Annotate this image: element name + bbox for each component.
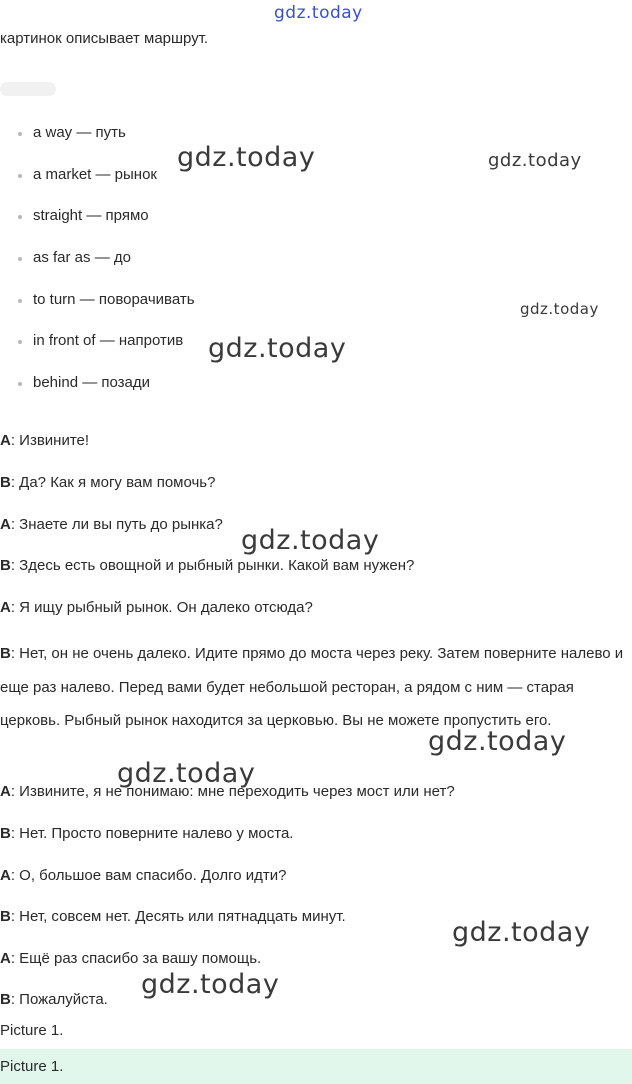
dialogue-paragraph: [0, 637, 625, 738]
speaker-label: B: [0, 908, 11, 925]
bullet-icon: [18, 174, 22, 178]
watermark-logo: gdz.today: [274, 3, 363, 23]
speaker-label: A: [0, 432, 11, 449]
dialogue-line: [0, 825, 293, 842]
speaker-label: A: [0, 950, 11, 967]
watermark: gdz.today: [241, 525, 380, 556]
list-item: [0, 196, 195, 238]
bullet-icon: [18, 257, 22, 261]
vocab-text: straight — прямо: [33, 207, 149, 225]
dialogue-text: : Извините!: [10, 432, 90, 449]
speaker-label: B: [0, 557, 11, 574]
bullet-icon: [18, 340, 22, 344]
picture-caption-text: Picture 1.: [0, 1058, 64, 1075]
vocab-text: to turn — поворачивать: [33, 290, 195, 308]
picture-caption-highlighted[interactable]: [0, 1049, 632, 1084]
watermark: gdz.today: [208, 333, 347, 364]
bullet-icon: [18, 382, 22, 386]
dialogue-text: : Извините, я не понимаю: мне переходить через мост или нет?: [10, 783, 455, 800]
watermark: gdz.today: [141, 969, 280, 1000]
dialogue-line: [0, 599, 313, 616]
dialogue-text: : Знаете ли вы путь до рынка?: [10, 516, 223, 533]
speaker-label: A: [0, 516, 11, 533]
dialogue-line: [0, 867, 286, 884]
bullet-icon: [18, 132, 22, 136]
intro-text: картинок описывает маршрут.: [0, 30, 209, 47]
dialogue-text: : Пожалуйста.: [10, 991, 108, 1008]
watermark: gdz.today: [520, 300, 599, 318]
speaker-label: A: [0, 867, 11, 884]
dialogue-line: [0, 557, 414, 574]
dialogue-text: : Нет. Просто поверните налево у моста.: [10, 825, 294, 842]
vocabulary-list: [0, 113, 195, 405]
vocab-text: a way — путь: [33, 124, 126, 141]
list-item: [0, 280, 195, 322]
dialogue-line: [0, 474, 215, 491]
dialogue-text: : Здесь есть овощной и рыбный рынки. Какой вам нужен?: [10, 557, 415, 574]
vocab-text: as far as — до: [33, 249, 131, 267]
dialogue-line: [0, 516, 223, 533]
dialogue-text: : Я ищу рыбный рынок. Он далеко отсюда?: [10, 599, 313, 616]
dialogue-text: : Ещё раз спасибо за вашу помощь.: [10, 950, 262, 967]
watermark: gdz.today: [177, 142, 316, 173]
picture-caption: Picture 1.: [0, 1022, 64, 1039]
watermark: gdz.today: [428, 726, 567, 757]
speaker-label: A: [0, 599, 11, 616]
bullet-icon: [18, 299, 22, 303]
watermark: gdz.today: [117, 758, 256, 789]
list-item: [0, 238, 195, 280]
dialogue-line: [0, 950, 261, 967]
speaker-label: B: [0, 825, 11, 842]
dialogue-text: : Нет, совсем нет. Десять или пятнадцать минут.: [10, 908, 346, 925]
dialogue-line: [0, 783, 455, 800]
bullet-icon: [18, 215, 22, 219]
dialogue-line: [0, 432, 89, 449]
list-item: [0, 113, 195, 155]
list-item: [0, 363, 195, 405]
vocab-text: a market — рынок: [33, 165, 157, 183]
vocab-text: behind — позади: [33, 374, 151, 392]
dialogue-text: : Да? Как я могу вам помочь?: [10, 474, 216, 491]
speaker-label: B: [0, 474, 11, 491]
speaker-label: B: [0, 991, 11, 1008]
decorative-pill: [0, 82, 56, 96]
dialogue-line: [0, 991, 108, 1008]
dialogue-text: : Нет, он не очень далеко. Идите прямо до моста через реку. Затем поверните налево и еще раз налево. Перед вами будет небольшой ресторан, а рядом с ним — старая церковь. Рыбный рынок находится за церковью. Вы не можете пропустить его.: [0, 645, 624, 729]
watermark: gdz.today: [488, 150, 582, 171]
list-item: [0, 321, 195, 363]
list-item: [0, 155, 195, 197]
speaker-label: A: [0, 783, 11, 800]
vocab-text: in front of — напротив: [33, 332, 184, 350]
speaker-label: B: [0, 645, 11, 662]
dialogue-line: [0, 908, 346, 925]
watermark: gdz.today: [452, 917, 591, 948]
dialogue-text: : О, большое вам спасибо. Долго идти?: [10, 867, 287, 884]
